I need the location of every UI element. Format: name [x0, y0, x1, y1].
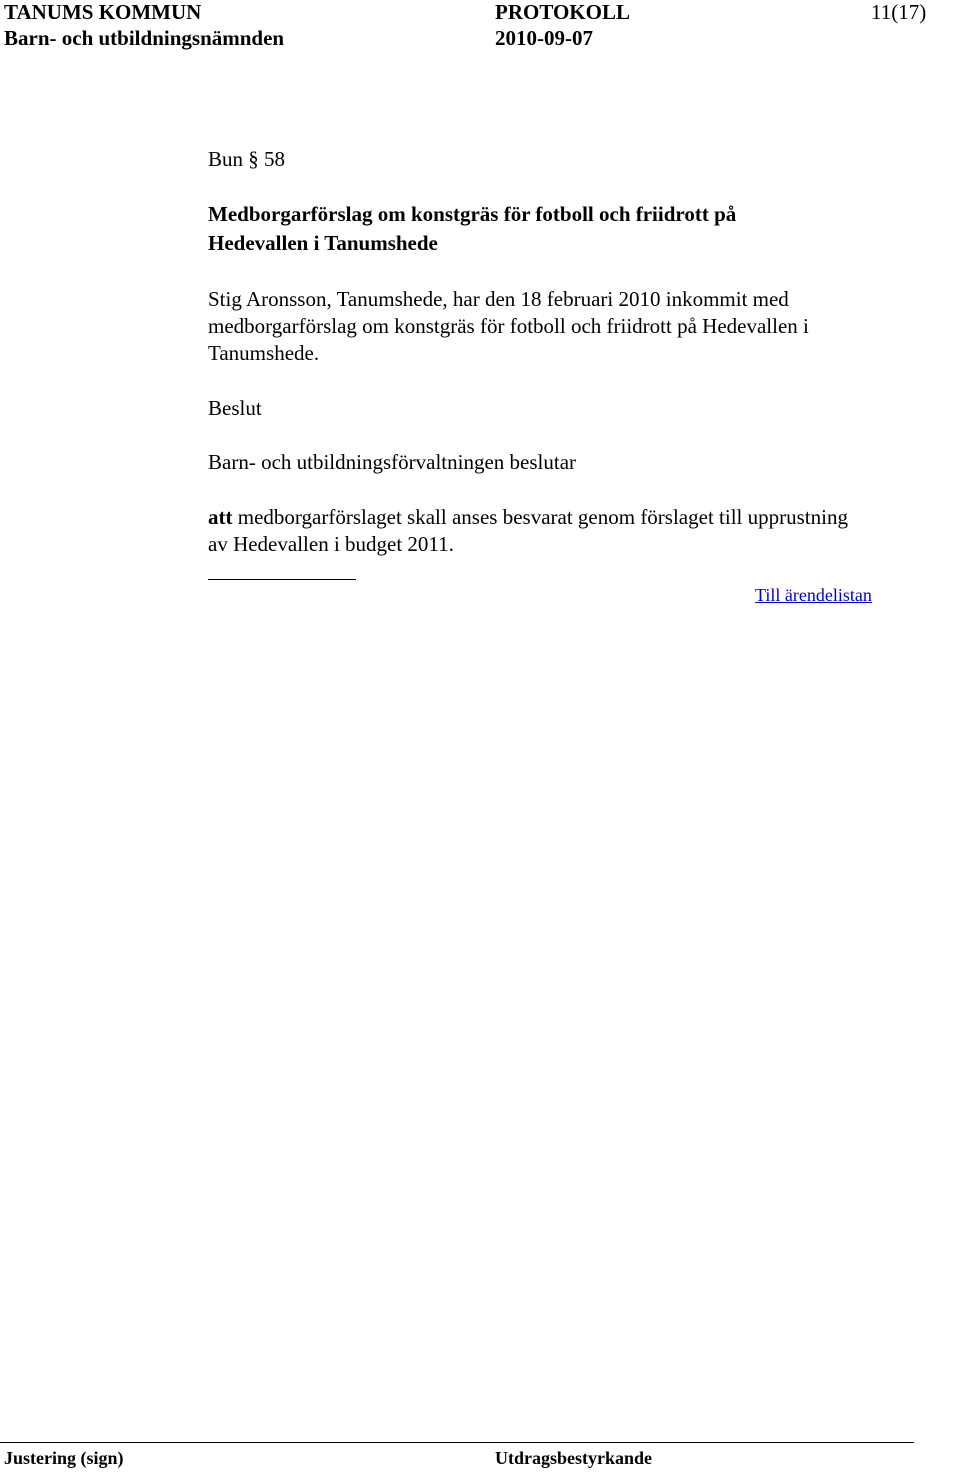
meeting-date: 2010-09-07 [495, 26, 593, 50]
section-number: Bun § 58 [208, 147, 286, 171]
section-divider [208, 579, 356, 580]
footer-justering: Justering (sign) [4, 1448, 124, 1468]
decision-line-2: av Hedevallen i budget 2011. [208, 532, 454, 556]
footer-utdrag: Utdragsbestyrkande [495, 1448, 653, 1468]
att-keyword: att [208, 505, 233, 529]
page-number: 11(17) [871, 0, 927, 24]
decision-maker: Barn- och utbildningsförvaltningen beslutar [208, 450, 577, 474]
decision-heading: Beslut [208, 396, 262, 420]
footer-divider [0, 1442, 914, 1443]
document-type: PROTOKOLL [495, 0, 630, 24]
intro-line-1: Stig Aronsson, Tanumshede, har den 18 februari 2010 inkommit med [208, 287, 789, 311]
back-to-agenda-link[interactable]: Till ärendelistan [755, 585, 872, 605]
intro-line-3: Tanumshede. [208, 341, 320, 365]
org-name: TANUMS KOMMUN [4, 0, 202, 24]
section-title-line-1: Medborgarförslag om konstgräs för fotboll och friidrott på [208, 202, 737, 226]
committee-name: Barn- och utbildningsnämnden [4, 26, 285, 50]
intro-line-2: medborgarförslag om konstgräs för fotboll och friidrott på Hedevallen i [208, 314, 809, 338]
section-title-line-2: Hedevallen i Tanumshede [208, 231, 438, 255]
decision-line-1-text: medborgarförslaget skall anses besvarat genom förslaget till upprustning [232, 505, 848, 529]
decision-line-1 [208, 504, 848, 530]
